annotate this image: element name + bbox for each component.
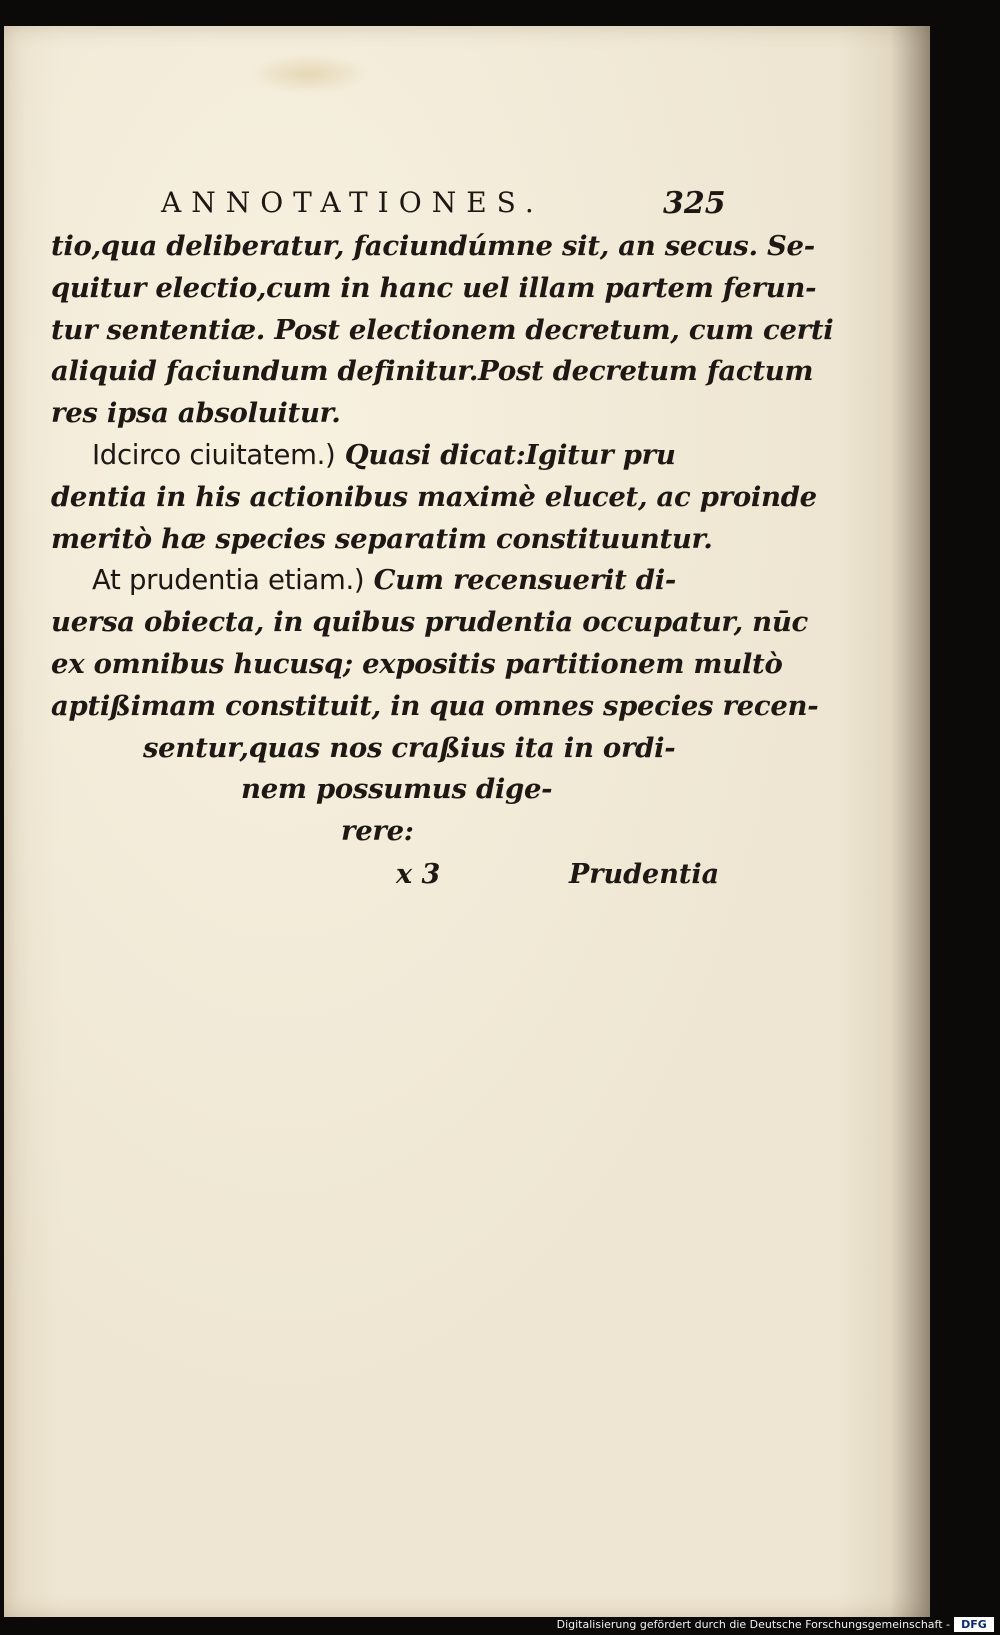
text-line: tur sententiæ. Post electionem decretum, cum certi xyxy=(51,313,834,346)
catchword: Prudentia xyxy=(569,858,720,890)
text-line: res ipsa absoluitur. xyxy=(51,397,341,430)
text-line: At prudentia etiam.) Cum recensuerit di- xyxy=(92,564,676,597)
text-line: aptißimam constituit, in qua omnes species recen- xyxy=(51,689,819,722)
paper-stain xyxy=(249,54,369,94)
text-line: aliquid faciundum definitur.Post decretum factum xyxy=(51,355,814,388)
digitization-credit: Digitalisierung gefördert durch die Deutsche Forschungsgemeinschaft - xyxy=(556,1618,950,1631)
text-line: tio,qua deliberatur, faciundúmne sit, an secus. Se- xyxy=(51,230,815,262)
signature-mark: x 3 xyxy=(396,858,441,890)
running-header xyxy=(161,186,726,226)
spine-shadow xyxy=(890,26,930,1617)
text-line: meritò hæ species separatim constituuntur. xyxy=(51,522,713,555)
text-block xyxy=(51,186,834,899)
text-line: rere: xyxy=(341,815,414,848)
book-page xyxy=(4,26,930,1617)
text-line: sentur,quas nos craßius ita in ordi- xyxy=(143,731,676,764)
text-line: dentia in his actionibus maximè elucet, ac proinde xyxy=(51,480,817,513)
lemma: At prudentia etiam.) xyxy=(92,564,365,597)
text-line: ex omnibus hucusq; expositis partitionem multò xyxy=(51,647,783,680)
signature-row xyxy=(51,853,721,899)
text-line: nem possumus dige- xyxy=(241,773,553,806)
text-line: Idcirco ciuitatem.) Quasi dicat:Igitur pru xyxy=(92,438,676,471)
text-line: uersa obiecta, in quibus prudentia occupatur, nūc xyxy=(51,606,808,639)
page-number: 325 xyxy=(663,186,726,221)
text-line: quitur electio,cum in hanc uel illam partem ferun- xyxy=(51,271,817,304)
lemma: Idcirco ciuitatem.) xyxy=(92,438,336,471)
running-title: ANNOTATIONES. xyxy=(161,186,544,219)
dfg-logo: DFG xyxy=(954,1617,994,1632)
